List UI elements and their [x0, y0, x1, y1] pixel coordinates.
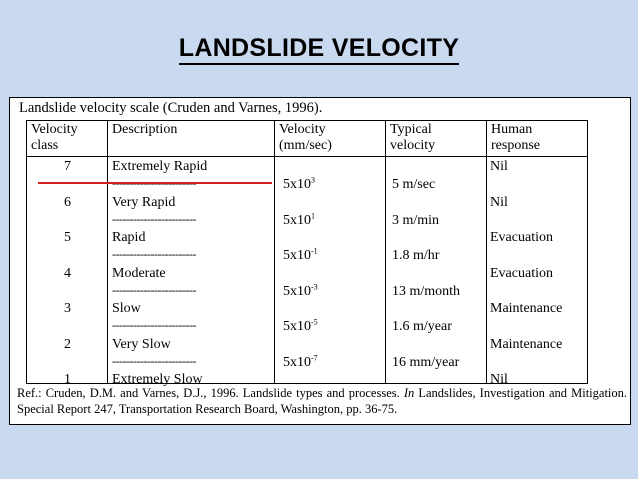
column-typical-velocity	[386, 157, 487, 384]
description-value: Slow	[112, 301, 141, 316]
velocity-base: 5x10	[283, 212, 311, 228]
table-body-row	[27, 157, 588, 384]
typical-velocity-value: 3 m/min	[392, 212, 440, 228]
header-text: Velocity	[279, 122, 326, 137]
red-underline-annotation	[38, 182, 272, 184]
separator-line: ------------------------	[112, 353, 196, 368]
velocity-scale-table	[26, 120, 588, 387]
typical-velocity-value: 5 m/sec	[392, 177, 436, 192]
header-typical-velocity	[386, 121, 487, 157]
description-value: Very Rapid	[112, 194, 176, 210]
velocity-exponent: 3	[311, 175, 315, 185]
header-text: (mm/sec)	[279, 138, 332, 153]
header-human-response	[487, 121, 588, 157]
header-text: response	[491, 138, 540, 153]
header-text: class	[31, 138, 59, 153]
velocity-class-value: 1	[64, 372, 71, 387]
scanned-table-image	[9, 97, 631, 425]
slide-title-text: LANDSLIDE VELOCITY	[179, 34, 459, 65]
typical-velocity-value: 16 mm/year	[392, 354, 460, 370]
human-response-value: Maintenance	[490, 336, 563, 352]
velocity-value	[283, 352, 318, 371]
description-value: Very Slow	[112, 336, 171, 352]
separator-line: ------------------------	[112, 282, 196, 297]
velocity-base: 5x10	[283, 177, 311, 192]
human-response-value: Nil	[490, 159, 508, 174]
velocity-exponent: -1	[311, 246, 318, 256]
description-value: Extremely Slow	[112, 372, 203, 387]
reference-note	[17, 385, 627, 417]
separator-line: ------------------------	[112, 318, 196, 332]
header-text: velocity	[390, 138, 436, 153]
reference-suffix: Landslides, Investigation and Mitigation. Special Report 247, Transportation Research Board, Washington, pp. 36-75.	[17, 386, 628, 416]
velocity-class-value: 4	[64, 265, 71, 281]
velocity-base: 5x10	[283, 283, 311, 299]
column-velocity-class	[27, 157, 108, 387]
column-description	[108, 157, 275, 387]
description-value: Rapid	[112, 230, 146, 245]
human-response-value: Nil	[490, 194, 508, 210]
human-response-value: Evacuation	[490, 265, 553, 281]
header-text: Velocity	[31, 122, 78, 137]
typical-velocity-value: 1.8 m/hr	[392, 248, 440, 263]
velocity-class-value: 3	[64, 301, 71, 316]
velocity-value	[283, 210, 315, 229]
human-response-value: Evacuation	[490, 230, 553, 245]
velocity-value	[283, 248, 318, 264]
column-velocity	[275, 157, 386, 384]
velocity-class-value: 7	[64, 159, 71, 174]
velocity-exponent: 1	[311, 210, 315, 220]
velocity-exponent: -3	[311, 281, 318, 291]
velocity-base: 5x10	[283, 319, 311, 334]
velocity-class-value: 6	[64, 194, 71, 210]
velocity-value	[283, 177, 315, 193]
velocity-exponent: -7	[311, 352, 318, 362]
velocity-value	[283, 281, 318, 300]
velocity-base: 5x10	[283, 248, 311, 263]
table-header-row	[27, 121, 588, 157]
header-text: Typical	[390, 122, 432, 137]
separator-line: ------------------------	[112, 247, 196, 261]
header-text: Description	[112, 122, 178, 137]
header-velocity	[275, 121, 386, 157]
reference-prefix: Ref.: Cruden, D.M. and Varnes, D.J., 1996. Landslide types and processes.	[17, 386, 400, 400]
description-value: Extremely Rapid	[112, 159, 208, 174]
reference-in: In	[403, 386, 415, 400]
human-response-value: Maintenance	[490, 301, 563, 316]
table-caption: Landslide velocity scale (Cruden and Varnes, 1996).	[19, 100, 323, 116]
typical-velocity-value: 1.6 m/year	[392, 319, 452, 334]
velocity-class-value: 5	[64, 230, 71, 245]
slide-title	[0, 34, 638, 63]
typical-velocity-value: 13 m/month	[392, 283, 461, 299]
header-velocity-class	[27, 121, 108, 157]
velocity-value	[283, 319, 318, 335]
column-human-response	[487, 157, 588, 387]
human-response-value: Nil	[490, 372, 508, 387]
velocity-base: 5x10	[283, 354, 311, 370]
description-value: Moderate	[112, 265, 166, 281]
velocity-class-value: 2	[64, 336, 71, 352]
header-description	[108, 121, 275, 157]
separator-line: ------------------------	[112, 211, 196, 226]
header-text: Human	[491, 122, 533, 137]
velocity-exponent: -5	[311, 317, 318, 327]
